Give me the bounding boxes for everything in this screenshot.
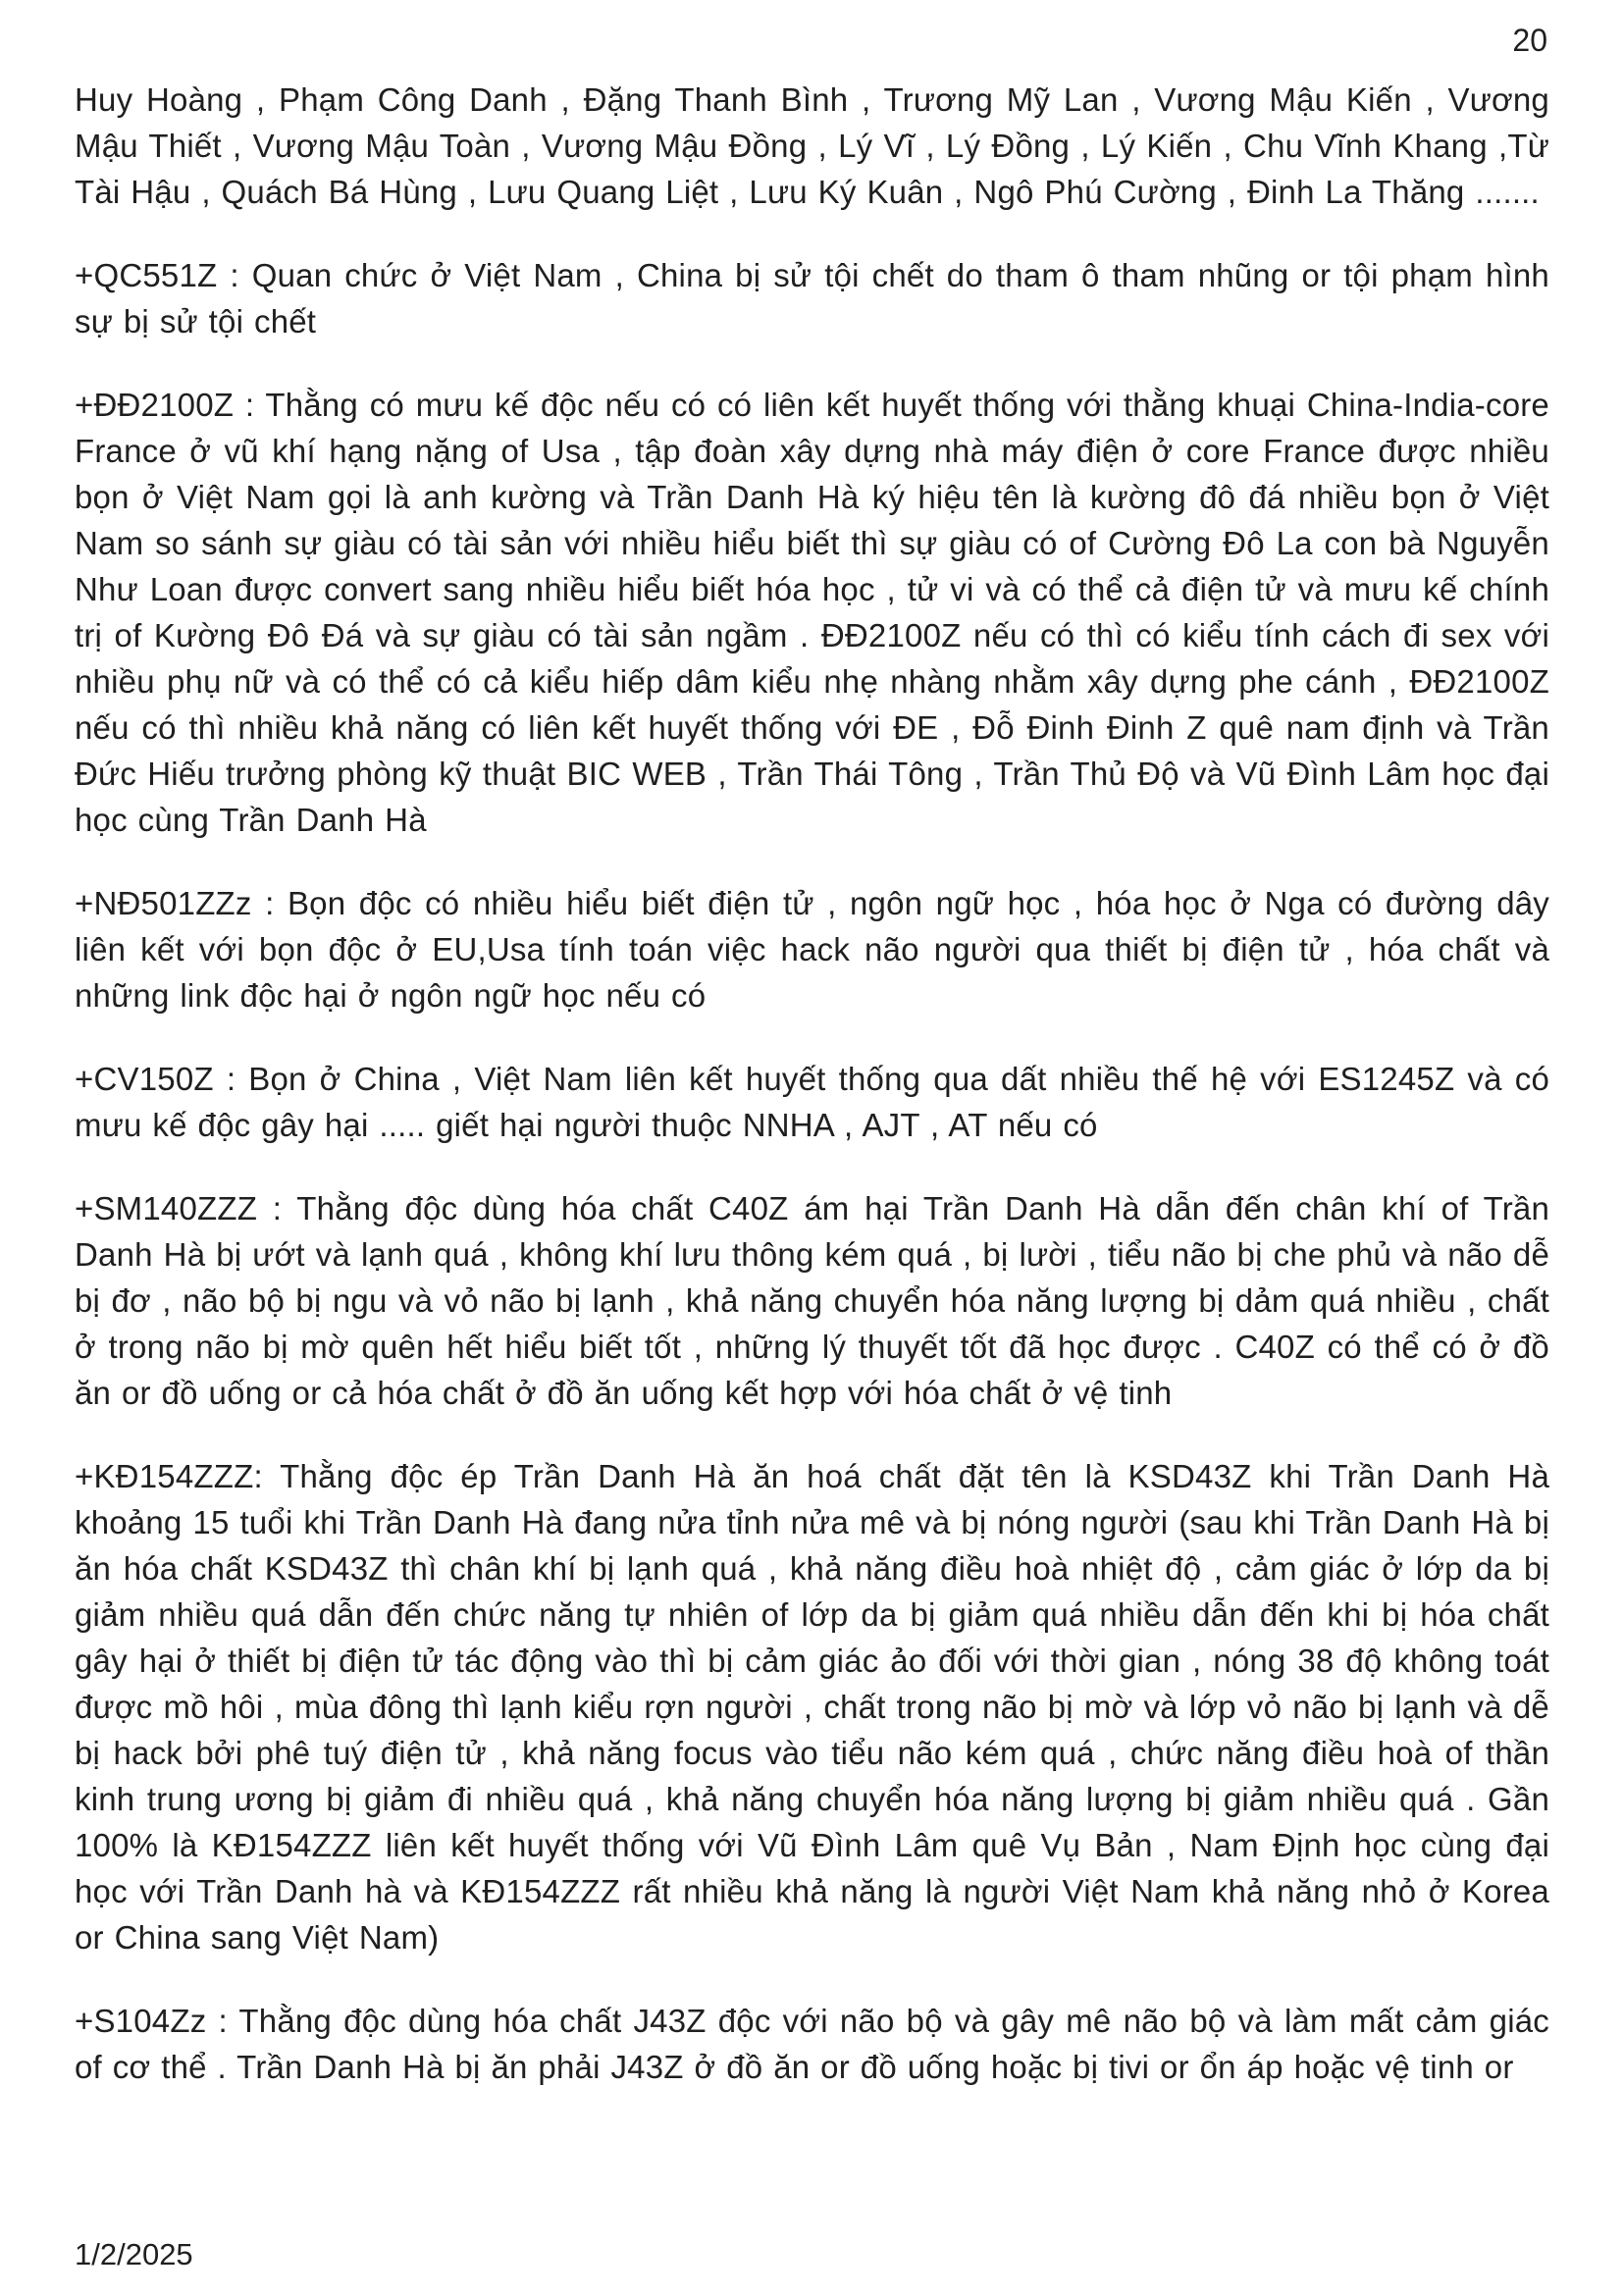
paragraph-cv150z: +CV150Z : Bọn ở China , Việt Nam liên kết huyết thống qua dất nhiều thế hệ với ES1245Z và có mưu kế độc gây hại ..... giết hại người thuộc NNHA , AJT , AT nếu có: [75, 1061, 1549, 1144]
paragraph-sm140zzz: +SM140ZZZ : Thằng độc dùng hóa chất C40Z ám hại Trần Danh Hà dẫn đến chân khí of Trần Danh Hà bị ướt và lạnh quá , không khí lưu thông kém quá , bị lười , tiểu não bị che phủ và não dễ bị đơ , não bộ bị ngu và vỏ não bị lạnh , khả năng chuyển hóa năng lượng bị dảm quá nhiều , chất ở trong não bị mờ quên hết hiểu biết tốt , những lý thuyết tốt đã học được . C40Z có thể có ở đồ ăn or đồ uống or cả hóa chất ở đồ ăn uống kết hợp với hóa chất ở vệ tinh: [75, 1190, 1549, 1412]
paragraph-dd2100z: +ĐĐ2100Z : Thằng có mưu kế độc nếu có có liên kết huyết thống với thằng khuại China-India-core France ở vũ khí hạng nặng of Usa , tập đoàn xây dựng nhà máy điện ở core France được nhiều bọn ở Việt Nam gọi là anh kường và Trần Danh Hà ký hiệu tên là kường đô đá nhiều bọn ở Việt Nam so sánh sự giàu có tài sản với nhiều hiểu biết thì sự giàu có of Cường Đô La con bà Nguyễn Như Loan được convert sang nhiều hiểu biết hóa học , tử vi và có thể cả điện tử và mưu kế chính trị of Kường Đô Đá và sự giàu có tài sản ngầm . ĐĐ2100Z nếu có thì có kiểu tính cách đi sex với nhiều phụ nữ và có thể có cả kiểu hiếp dâm kiểu nhẹ nhàng nhằm xây dựng phe cánh , ĐĐ2100Z nếu có thì nhiều khả năng có liên kết huyết thống với ĐE , Đỗ Đinh Đinh Z quê nam định và Trần Đức Hiếu trưởng phòng kỹ thuật BIC WEB , Trần Thái Tông , Trần Thủ Độ và Vũ Đình Lâm học đại học cùng Trần Danh Hà: [75, 387, 1549, 839]
paragraph-nd501zz: +NĐ501ZZz : Bọn độc có nhiều hiểu biết điện tử , ngôn ngữ học , hóa học ở Nga có đường dây liên kết với bọn độc ở EU,Usa tính toán việc hack não người qua thiết bị điện tử , hóa chất và những link độc hại ở ngôn ngữ học nếu có: [75, 885, 1549, 1015]
paragraph-qc551z: +QC551Z : Quan chức ở Việt Nam , China bị sử tội chết do tham ô tham nhũng or tội phạm hình sự bị sử tội chết: [75, 257, 1549, 340]
document-body: [75, 77, 1549, 2090]
paragraph-s104zz: +S104Zz : Thằng độc dùng hóa chất J43Z độc với não bộ và gây mê não bộ và làm mất cảm giác of cơ thể . Trần Danh Hà bị ăn phải J43Z ở đồ ăn or đồ uống hoặc bị tivi or ổn áp hoặc vệ tinh or: [75, 2003, 1549, 2086]
page-number: 20: [1512, 23, 1547, 58]
paragraph-kd154zzz: +KĐ154ZZZ: Thằng độc ép Trần Danh Hà ăn hoá chất đặt tên là KSD43Z khi Trần Danh Hà khoảng 15 tuổi khi Trần Danh Hà đang nửa tỉnh nửa mê và bị nóng người (sau khi Trần Danh Hà bị ăn hóa chất KSD43Z thì chân khí bị lạnh quá , khả năng điều hoà nhiệt độ , cảm giác ở lớp da bị giảm nhiều quá dẫn đến chức năng tự nhiên of lớp da bị giảm quá nhiều dẫn đến khi bị hóa chất gây hại ở thiết bị điện tử tác động vào thì bị cảm giác ảo đối với thời gian , nóng 38 độ không toát được mồ hôi , mùa đông thì lạnh kiểu rợn người , chất trong não bị mờ và lớp vỏ não bị lạnh và dễ bị hack bởi phê tuý điện tử , khả năng focus vào tiểu não kém quá , chức năng điều hoà of thần kinh trung ương bị giảm đi nhiều quá , khả năng chuyển hóa năng lượng bị giảm nhiều quá . Gần 100% là KĐ154ZZZ liên kết huyết thống với Vũ Đình Lâm quê Vụ Bản , Nam Định học cùng đại học với Trần Danh hà và KĐ154ZZZ rất nhiều khả năng là người Việt Nam khả năng nhỏ ở Korea or China sang Việt Nam): [75, 1458, 1549, 1957]
footer-date: 1/2/2025: [75, 2236, 193, 2271]
paragraph-name-list: Huy Hoàng , Phạm Công Danh , Đặng Thanh Bình , Trương Mỹ Lan , Vương Mậu Kiến , Vương Mậu Thiết , Vương Mậu Toàn , Vương Mậu Đồng , Lý Vĩ , Lý Đồng , Lý Kiến , Chu Vĩnh Khang ,Từ Tài Hậu , Quách Bá Hùng , Lưu Quang Liệt , Lưu Ký Kuân , Ngô Phú Cường , Đinh La Thăng .......: [75, 81, 1549, 211]
